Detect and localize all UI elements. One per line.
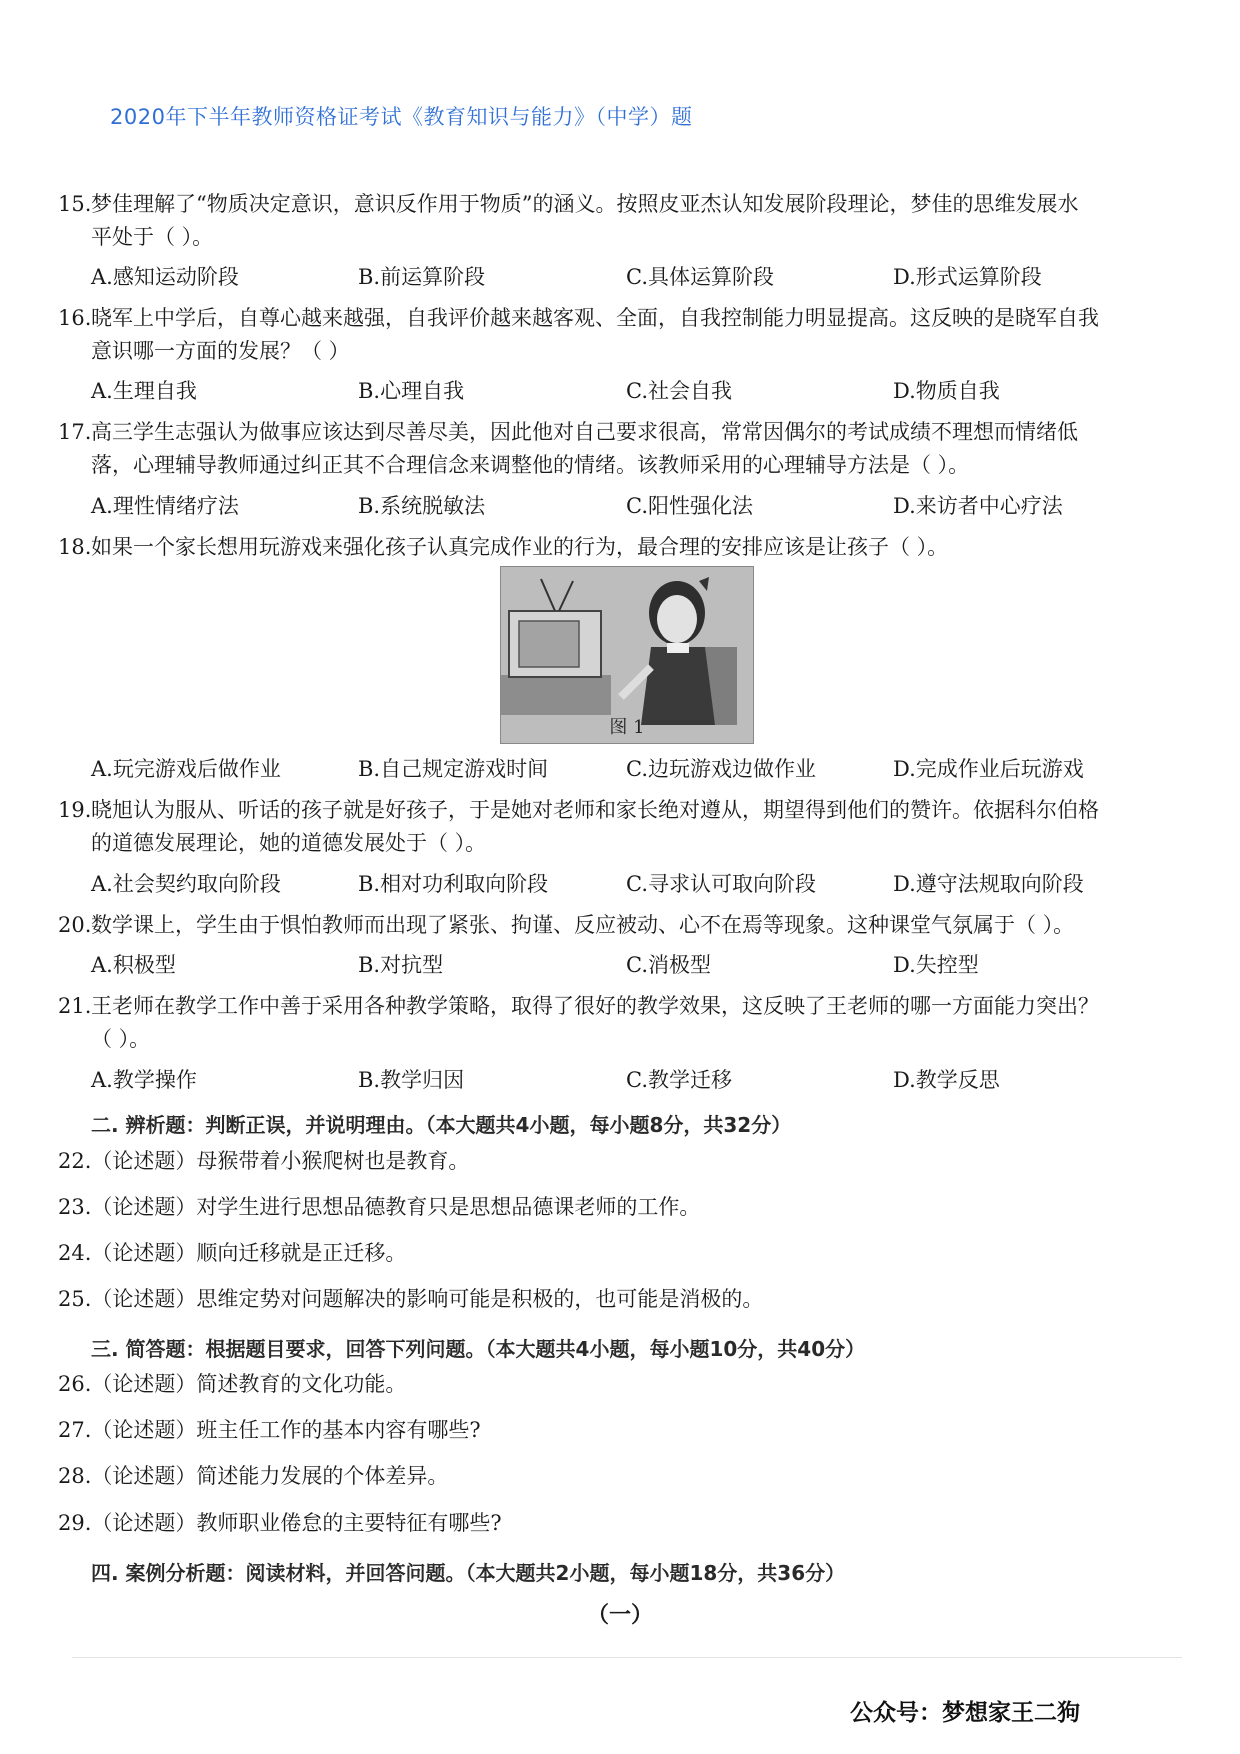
option-c[interactable]: C.边玩游戏边做作业	[626, 757, 816, 781]
option-a[interactable]: A.积极型	[91, 953, 176, 977]
essay-question-27: 27.（论述题）班主任工作的基本内容有哪些?	[58, 1418, 481, 1442]
question-15	[58, 188, 1158, 254]
option-b[interactable]: B.前运算阶段	[358, 265, 486, 289]
essay-question-22: 22.（论述题）母猴带着小猴爬树也是教育。	[58, 1149, 470, 1173]
question-19	[58, 794, 1158, 860]
question-stem: 晓军上中学后，自尊心越来越强，自我评价越来越客观、全面，自我控制能力明显提高。这反映的是晓军自我	[91, 306, 1099, 330]
question-16	[58, 302, 1158, 368]
option-d[interactable]: D.教学反思	[893, 1068, 1000, 1092]
essay-question-24: 24.（论述题）顺向迁移就是正迁移。	[58, 1241, 407, 1265]
question-number: 21.	[58, 994, 92, 1018]
option-b[interactable]: B.心理自我	[358, 379, 465, 403]
essay-question-25: 25.（论述题）思维定势对问题解决的影响可能是积极的，也可能是消极的。	[58, 1287, 764, 1311]
question-stem-continued: 意识哪一方面的发展？（ ）	[91, 339, 350, 363]
footer-divider	[72, 1657, 1182, 1658]
option-c[interactable]: C.寻求认可取向阶段	[626, 872, 816, 896]
question-20	[58, 909, 1158, 942]
figure-1-illustration	[500, 566, 754, 744]
question-stem: 数学课上，学生由于惧怕教师而出现了紧张、拘谨、反应被动、心不在焉等现象。这种课堂气氛属于（ ）。	[91, 913, 1075, 937]
question-18	[58, 531, 1158, 564]
option-b[interactable]: B.系统脱敏法	[358, 494, 486, 518]
option-b[interactable]: B.相对功利取向阶段	[358, 872, 549, 896]
option-a[interactable]: A.理性情绪疗法	[91, 494, 239, 518]
question-stem: 高三学生志强认为做事应该达到尽善尽美，因此他对自己要求很高，常常因偶尔的考试成绩不理想而情绪低	[91, 420, 1078, 444]
option-d[interactable]: D.失控型	[893, 953, 979, 977]
section-four-heading: 四. 案例分析题：阅读材料，并回答问题。（本大题共2小题，每小题18分，共36分）	[91, 1561, 846, 1585]
question-number: 18.	[58, 535, 92, 559]
option-c[interactable]: C.具体运算阶段	[626, 265, 774, 289]
essay-question-26: 26.（论述题）简述教育的文化功能。	[58, 1372, 407, 1396]
question-stem-continued: 落，心理辅导教师通过纠正其不合理信念来调整他的情绪。该教师采用的心理辅导方法是（ ）。	[91, 453, 970, 477]
question-number: 16.	[58, 306, 92, 330]
option-b[interactable]: B.教学归因	[358, 1068, 465, 1092]
option-b[interactable]: B.对抗型	[358, 953, 444, 977]
figure-caption: 图 1	[609, 717, 645, 738]
section-three-heading: 三. 简答题：根据题目要求，回答下列问题。（本大题共4小题，每小题10分，共40分）	[91, 1337, 866, 1361]
question-stem-continued: 的道德发展理论，她的道德发展处于（ ）。	[91, 831, 487, 855]
page-header-title: 2020年下半年教师资格证考试《教育知识与能力》（中学）题	[110, 105, 693, 129]
option-b[interactable]: B.自己规定游戏时间	[358, 757, 549, 781]
option-d[interactable]: D.遵守法规取向阶段	[893, 872, 1084, 896]
question-stem: 梦佳理解了“物质决定意识，意识反作用于物质”的涵义。按照皮亚杰认知发展阶段理论，梦佳的思维发展水	[91, 192, 1079, 216]
option-a[interactable]: A.玩完游戏后做作业	[91, 757, 281, 781]
option-d[interactable]: D.完成作业后玩游戏	[893, 757, 1084, 781]
option-a[interactable]: A.教学操作	[91, 1068, 197, 1092]
case-subheading: （一）	[586, 1602, 653, 1628]
option-a[interactable]: A.社会契约取向阶段	[91, 872, 281, 896]
question-stem: 如果一个家长想用玩游戏来强化孩子认真完成作业的行为，最合理的安排应该是让孩子（ ）。	[91, 535, 949, 559]
question-number: 15.	[58, 192, 92, 216]
question-number: 17.	[58, 420, 92, 444]
question-stem: 晓旭认为服从、听话的孩子就是好孩子，于是她对老师和家长绝对遵从，期望得到他们的赞许。依据科尔伯格	[91, 798, 1099, 822]
option-c[interactable]: C.消极型	[626, 953, 711, 977]
section-two-heading: 二. 辨析题：判断正误，并说明理由。（本大题共4小题，每小题8分，共32分）	[91, 1113, 792, 1137]
question-21	[58, 990, 1158, 1056]
question-number: 20.	[58, 913, 92, 937]
option-d[interactable]: D.来访者中心疗法	[893, 494, 1063, 518]
option-d[interactable]: D.形式运算阶段	[893, 265, 1042, 289]
option-c[interactable]: C.教学迁移	[626, 1068, 732, 1092]
essay-question-23: 23.（论述题）对学生进行思想品德教育只是思想品德课老师的工作。	[58, 1195, 701, 1219]
question-stem: 王老师在教学工作中善于采用各种教学策略，取得了很好的教学效果，这反映了王老师的哪一方面能力突出？	[91, 994, 1099, 1018]
footer-account-label: 公众号：梦想家王二狗	[850, 1700, 1080, 1726]
option-a[interactable]: A.生理自我	[91, 379, 197, 403]
option-c[interactable]: C.阳性强化法	[626, 494, 753, 518]
option-d[interactable]: D.物质自我	[893, 379, 1000, 403]
question-stem-continued: （ ）。	[91, 1027, 151, 1051]
question-number: 19.	[58, 798, 92, 822]
option-a[interactable]: A.感知运动阶段	[91, 265, 239, 289]
essay-question-29: 29.（论述题）教师职业倦怠的主要特征有哪些?	[58, 1511, 502, 1535]
essay-question-28: 28.（论述题）简述能力发展的个体差异。	[58, 1464, 449, 1488]
question-stem-continued: 平处于（ ）。	[91, 225, 214, 249]
option-c[interactable]: C.社会自我	[626, 379, 732, 403]
question-17	[58, 416, 1158, 482]
